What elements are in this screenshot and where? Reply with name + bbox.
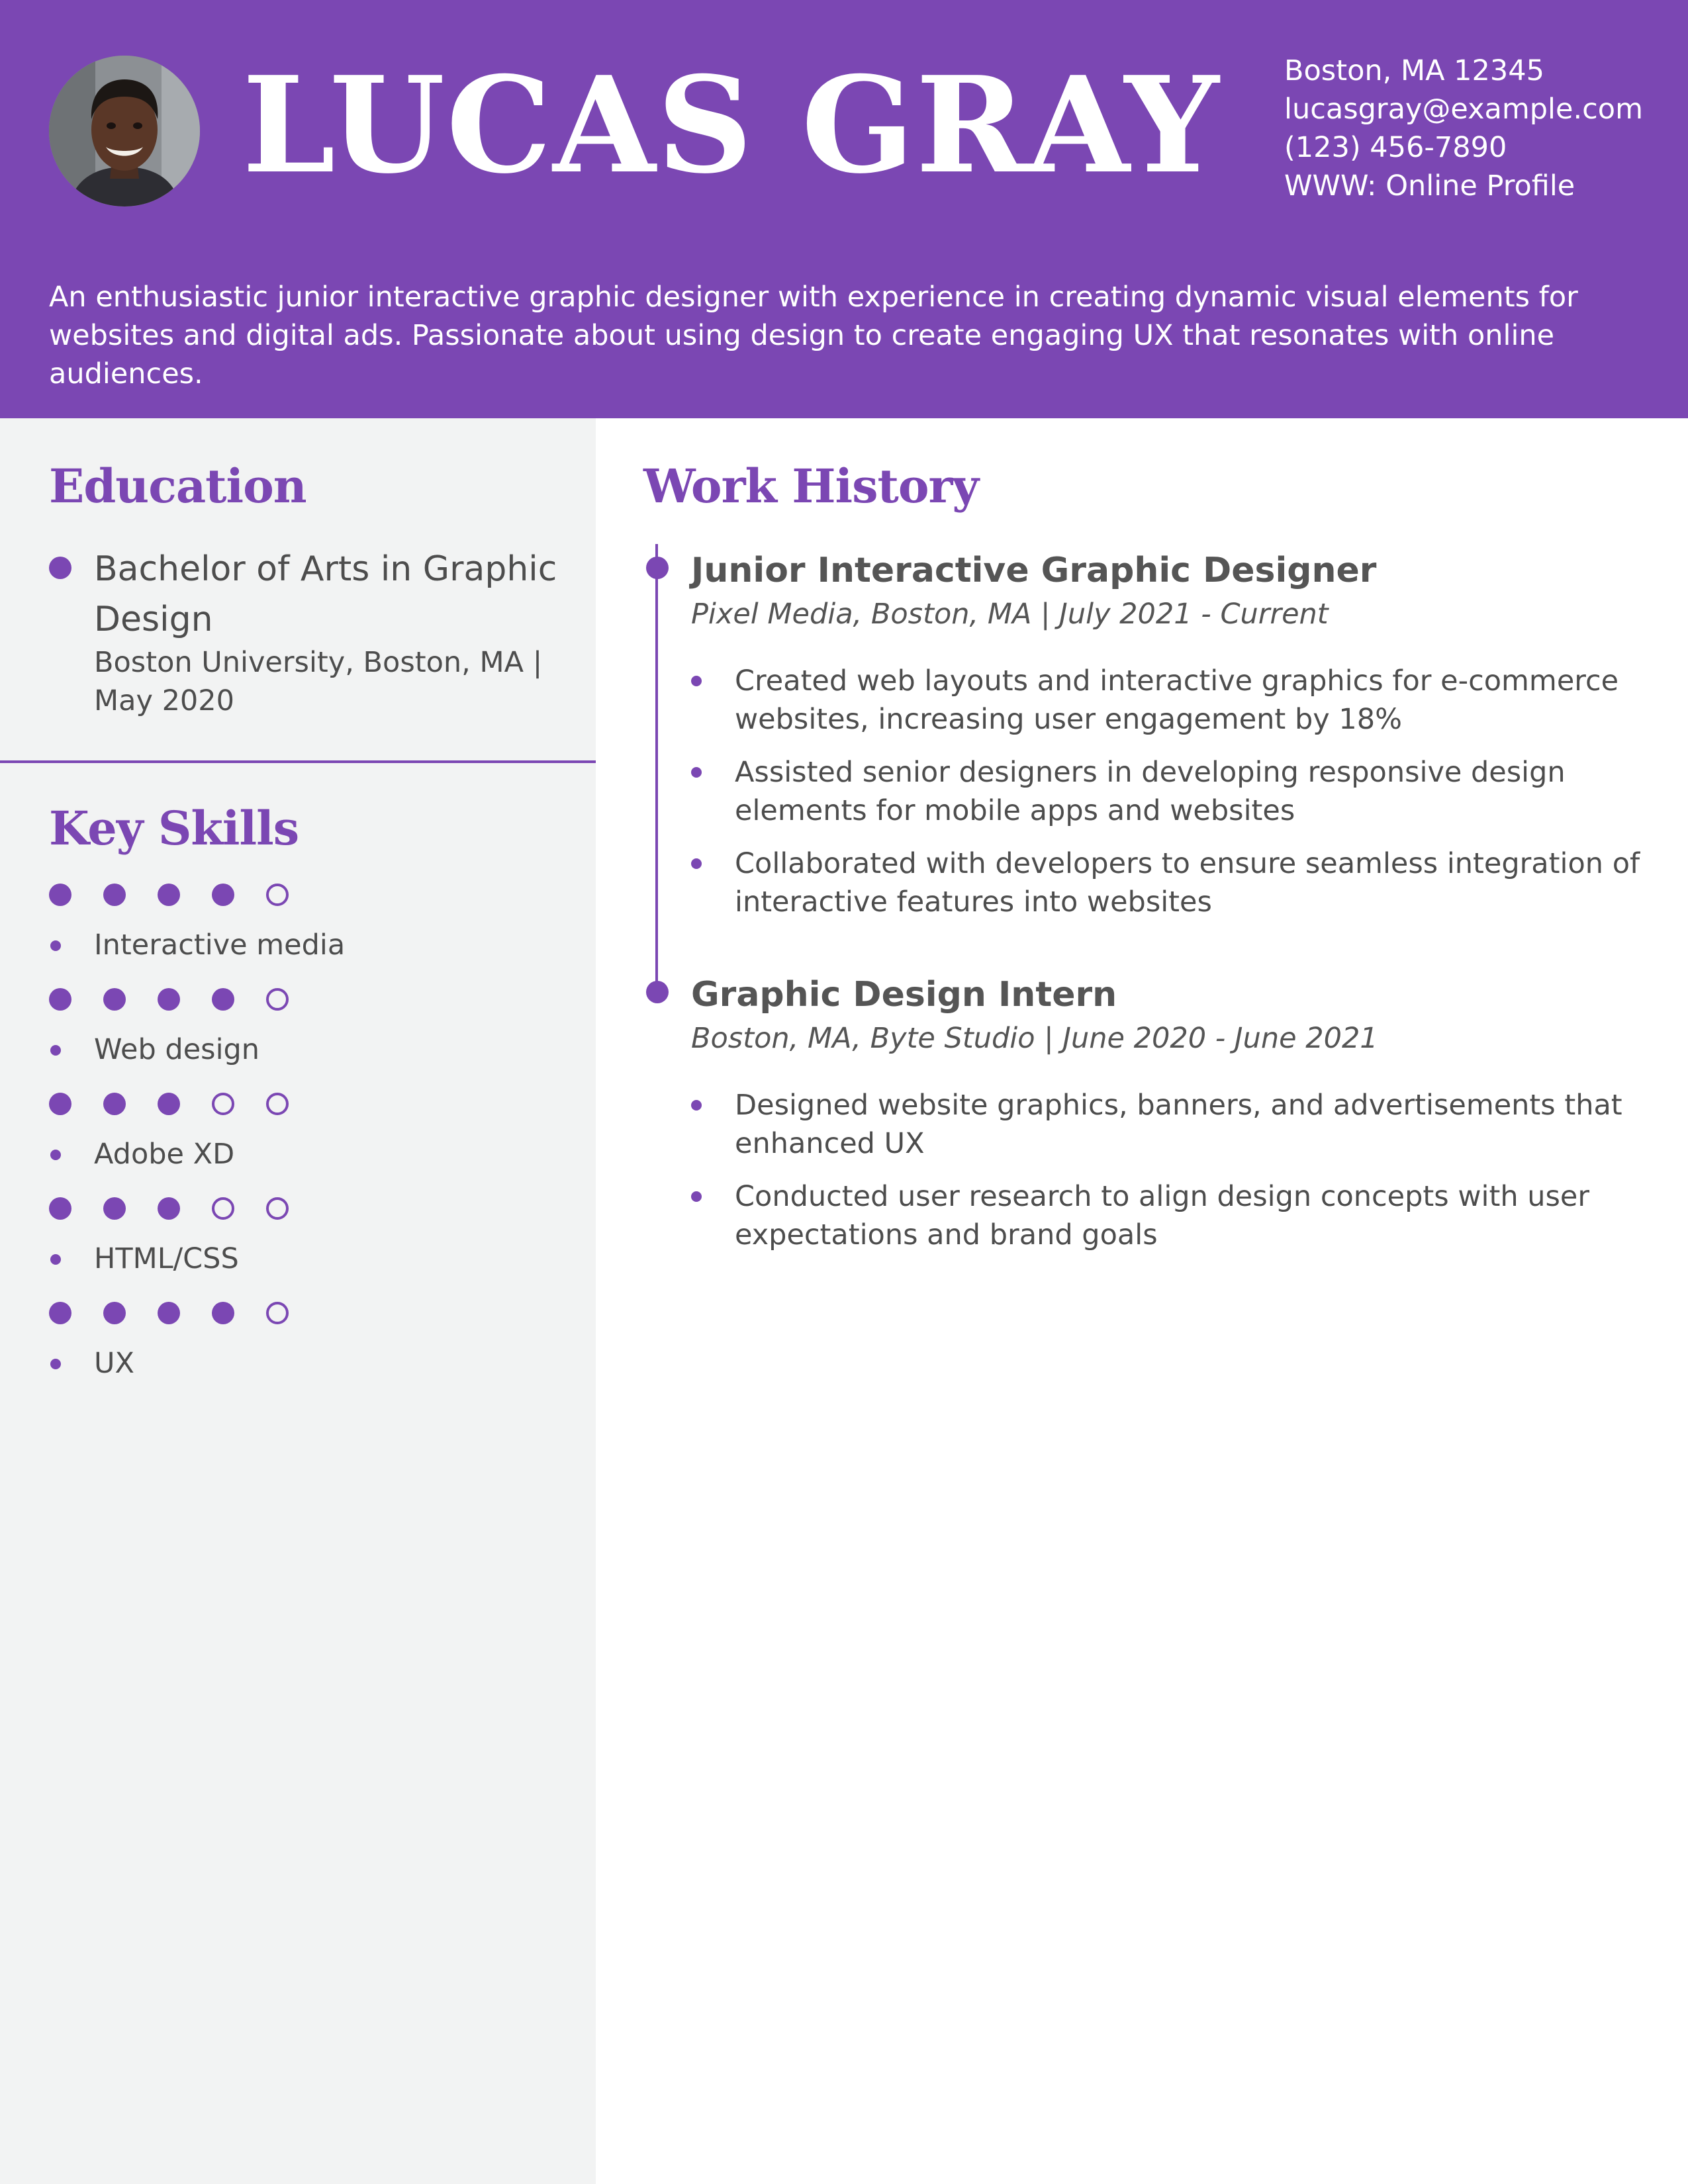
rating-filled-dot-icon — [212, 988, 234, 1011]
rating-empty-dot-icon — [266, 1197, 289, 1220]
rating-filled-dot-icon — [212, 884, 234, 906]
job-bullet — [691, 1086, 1651, 1163]
job-bullet — [691, 844, 1651, 921]
job-bullet-text: Created web layouts and interactive graphics for e-commerce websites, increasing user engagement by 18% — [735, 664, 1619, 736]
job-bullets — [691, 1086, 1651, 1269]
contact-email[interactable]: lucasgray@example.com — [1284, 93, 1643, 126]
skill-bullet-icon — [50, 1150, 61, 1160]
rating-empty-dot-icon — [266, 1302, 289, 1324]
candidate-name: LUCAS GRAY — [242, 48, 1221, 203]
skill-name: UX — [94, 1347, 134, 1380]
rating-filled-dot-icon — [158, 988, 180, 1011]
skill-rating — [49, 884, 289, 907]
skill-bullet-icon — [50, 1045, 61, 1056]
rating-filled-dot-icon — [158, 884, 180, 906]
job-bullet-text: Assisted senior designers in developing responsive design elements for mobile apps and websites — [735, 756, 1566, 827]
education-heading: Education — [49, 459, 306, 514]
rating-filled-dot-icon — [49, 1197, 71, 1220]
skill-name: Interactive media — [94, 929, 346, 962]
rating-filled-dot-icon — [103, 988, 126, 1011]
rating-empty-dot-icon — [266, 884, 289, 906]
contact-website[interactable]: WWW: Online Profile — [1284, 169, 1575, 203]
contact-phone[interactable]: (123) 456-7890 — [1284, 131, 1507, 164]
job-title: Junior Interactive Graphic Designer — [691, 551, 1377, 590]
rating-filled-dot-icon — [158, 1197, 180, 1220]
rating-filled-dot-icon — [49, 988, 71, 1011]
rating-filled-dot-icon — [158, 1302, 180, 1324]
rating-filled-dot-icon — [103, 884, 126, 906]
bullet-dot-icon — [691, 1191, 702, 1202]
rating-filled-dot-icon — [103, 1302, 126, 1324]
education-bullet-icon — [49, 557, 71, 579]
job-bullet — [691, 753, 1651, 830]
timeline-dot-icon — [646, 557, 669, 579]
rating-filled-dot-icon — [158, 1093, 180, 1115]
rating-filled-dot-icon — [103, 1093, 126, 1115]
summary-text: An enthusiastic junior interactive graphic designer with experience in creating dynamic visual elements for websites and digital ads. Passionate about using design to create engaging UX that resonates with online audiences. — [49, 281, 1578, 390]
rating-filled-dot-icon — [49, 1302, 71, 1324]
rating-empty-dot-icon — [212, 1197, 234, 1220]
contact-block — [1284, 52, 1681, 205]
rating-filled-dot-icon — [49, 1093, 71, 1115]
rating-empty-dot-icon — [266, 1093, 289, 1115]
education-degree: Bachelor of Arts in Graphic Design — [94, 549, 557, 639]
skill-rating — [49, 988, 289, 1012]
contact-address: Boston, MA 12345 — [1284, 54, 1544, 87]
rating-empty-dot-icon — [266, 988, 289, 1011]
bullet-dot-icon — [691, 1100, 702, 1111]
job-title: Graphic Design Intern — [691, 975, 1117, 1015]
rating-filled-dot-icon — [103, 1197, 126, 1220]
skill-name: Web design — [94, 1033, 260, 1066]
bullet-dot-icon — [691, 767, 702, 778]
education-school: Boston University, Boston, MA | May 2020 — [94, 646, 543, 717]
job-meta: Boston, MA, Byte Studio | June 2020 - June 2021 — [691, 1022, 1378, 1055]
job-bullet-text: Collaborated with developers to ensure seamless integration of interactive features into websites — [735, 847, 1640, 919]
skill-name: HTML/CSS — [94, 1242, 239, 1275]
bullet-dot-icon — [691, 858, 702, 869]
skill-rating — [49, 1302, 289, 1326]
job-bullet-text: Designed website graphics, banners, and advertisements that enhanced UX — [735, 1089, 1622, 1160]
job-bullet-text: Conducted user research to align design concepts with user expectations and brand goals — [735, 1180, 1590, 1251]
skill-rating — [49, 1197, 289, 1221]
skill-bullet-icon — [50, 1359, 61, 1369]
job-bullets — [691, 662, 1651, 936]
avatar — [49, 56, 200, 206]
rating-empty-dot-icon — [212, 1093, 234, 1115]
skill-rating — [49, 1093, 289, 1116]
skill-bullet-icon — [50, 1254, 61, 1265]
job-bullet — [691, 1177, 1651, 1254]
skills-heading: Key Skills — [49, 801, 299, 856]
header-banner — [0, 0, 1688, 418]
sidebar-divider — [0, 760, 596, 763]
bullet-dot-icon — [691, 676, 702, 686]
job-bullet — [691, 662, 1651, 739]
skill-name: Adobe XD — [94, 1138, 235, 1171]
rating-filled-dot-icon — [49, 884, 71, 906]
job-meta: Pixel Media, Boston, MA | July 2021 - Current — [691, 598, 1329, 631]
timeline-dot-icon — [646, 981, 669, 1003]
skill-bullet-icon — [50, 940, 61, 951]
profile-photo — [49, 56, 200, 206]
timeline-line — [655, 544, 658, 994]
rating-filled-dot-icon — [212, 1302, 234, 1324]
work-history-heading: Work History — [643, 459, 979, 514]
